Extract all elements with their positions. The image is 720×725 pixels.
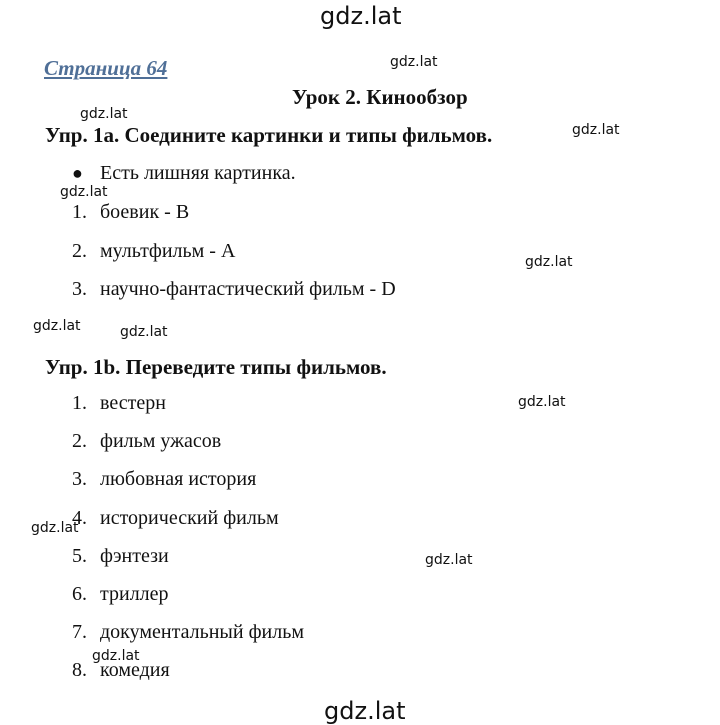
list-item: 3. научно-фантастический фильм - D xyxy=(72,278,396,300)
bullet-icon: ● xyxy=(72,163,83,183)
list-item: 4. исторический фильм xyxy=(72,507,279,529)
watermark-bottom: gdz.lat xyxy=(324,697,406,725)
watermark: gdz.lat xyxy=(120,324,168,340)
watermark: gdz.lat xyxy=(425,552,473,568)
watermark-top: gdz.lat xyxy=(320,2,402,30)
watermark: gdz.lat xyxy=(390,54,438,70)
list-item: 3. любовная история xyxy=(72,468,257,490)
watermark: gdz.lat xyxy=(525,254,573,270)
list-item: 1. вестерн xyxy=(72,392,166,414)
list-item: 8. комедия xyxy=(72,659,170,681)
lesson-title: Урок 2. Кинообзор xyxy=(292,85,468,109)
exercise-1b-title: Упр. 1b. Переведите типы фильмов. xyxy=(45,355,387,379)
list-item: 7. документальный фильм xyxy=(72,621,304,643)
exercise-1a-note: ● Есть лишняя картинка. xyxy=(72,162,296,184)
list-item: 5. фэнтези xyxy=(72,545,169,567)
list-item: 6. триллер xyxy=(72,583,169,605)
watermark: gdz.lat xyxy=(33,318,81,334)
list-item: 2. мультфильм - A xyxy=(72,240,236,262)
watermark: gdz.lat xyxy=(92,648,140,664)
watermark: gdz.lat xyxy=(80,106,128,122)
list-item: 1. боевик - B xyxy=(72,201,190,223)
watermark: gdz.lat xyxy=(31,520,79,536)
page-link[interactable]: Страница 64 xyxy=(44,56,168,80)
list-item: 2. фильм ужасов xyxy=(72,430,222,452)
watermark: gdz.lat xyxy=(572,122,620,138)
watermark: gdz.lat xyxy=(60,184,108,200)
watermark: gdz.lat xyxy=(518,394,566,410)
exercise-1a-title: Упр. 1a. Соедините картинки и типы фильмов. xyxy=(45,123,493,147)
